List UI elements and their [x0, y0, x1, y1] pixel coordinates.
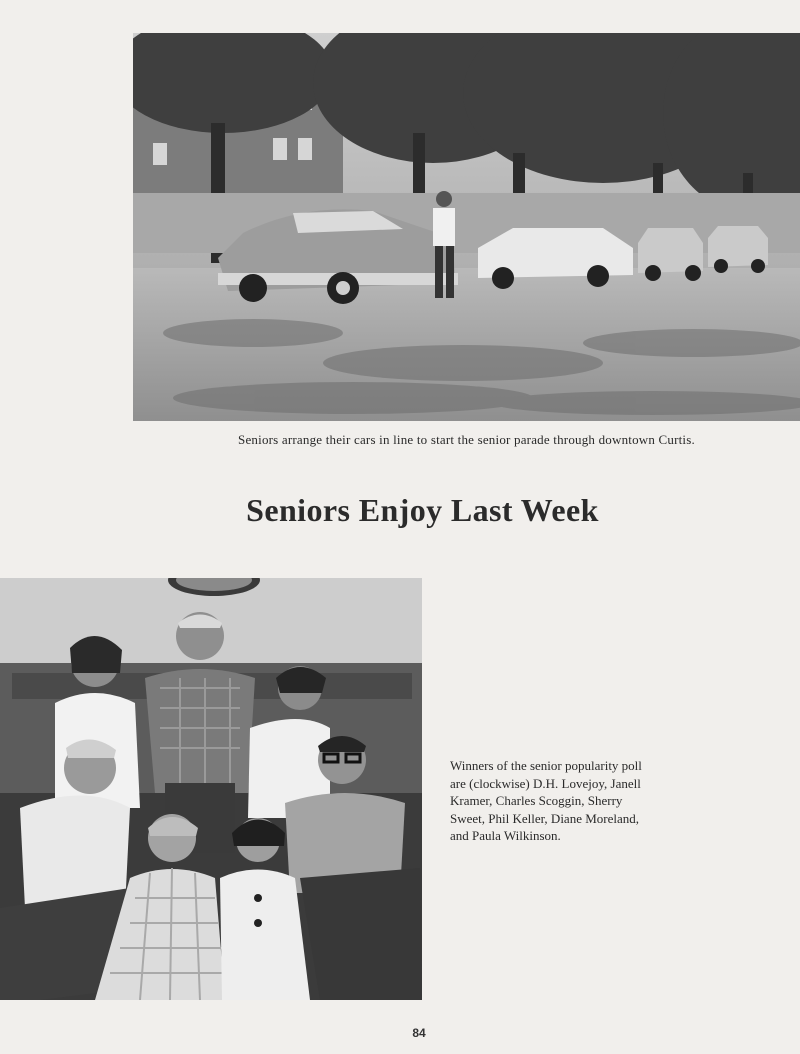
popularity-poll-winners-photo: [0, 578, 422, 1000]
winners-photo-caption: [450, 757, 712, 845]
caption-line: and Paula Wilkinson.: [450, 828, 561, 843]
caption-line: Kramer, Charles Scoggin, Sherry: [450, 793, 623, 808]
parade-photo-caption: Seniors arrange their cars in line to start the senior parade through downtown Curtis.: [238, 432, 695, 447]
caption-line: Sweet, Phil Keller, Diane Moreland,: [450, 810, 640, 826]
page-number: 84: [412, 1026, 426, 1040]
page-heading: Seniors Enjoy Last Week: [246, 492, 599, 528]
caption-line: Winners of the senior popularity poll: [450, 758, 642, 773]
caption-line: are (clockwise) D.H. Lovejoy, Janell: [450, 775, 641, 791]
parade-cars-photo: [133, 33, 800, 421]
